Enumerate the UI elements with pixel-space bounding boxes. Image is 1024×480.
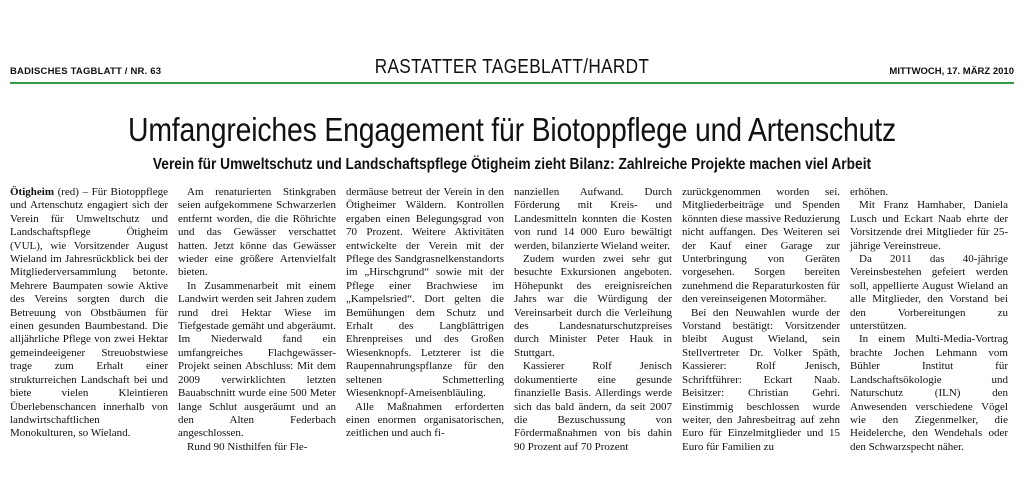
- article-column-4: [514, 186, 672, 454]
- article-column-5: [682, 186, 840, 454]
- article-paragraph: nanziellen Aufwand. Durch Förderung mit Kreis- und Landesmitteln konnten die Kosten von rund 14 000 Euro bewältigt werden, bilanzierte Wieland weiter.: [514, 186, 672, 252]
- article-paragraph: Bei den Neuwahlen wurde der Vorstand bestätigt: Vorsitzender bleibt August Wieland, sein Stellvertreter Dr. Volker Späth, Kassierer: Rolf Jenisch, Schriftführer: Eckart Naab. Beisitzer: Christian Gehri. Einstimmig beschlossen wurde weiter, den Jahresbeitrag auf zehn Euro für Einzelmitglieder und 15 Euro für Familien zu: [682, 306, 840, 453]
- article-paragraph: Da 2011 das 40-jährige Vereinsbestehen gefeiert werden soll, appellierte August Wieland an alle Mitglieder, den Vorstand bei den Vorbereitungen zu unterstützen.: [850, 253, 1008, 333]
- article-paragraph: In Zusammenarbeit mit einem Landwirt werden seit Jahren zudem rund drei Hektar Wiese im Tiefgestade gemäht und abgeräumt. Im Niederwald fand ein umfangreiches Flachgewässer-Projekt seinen Abschluss: Mit dem 2009 verwirklichten letzten Bauabschnitt wurde eine 500 Meter lange Schlut ausgeräumt und an den Alten Federbach angeschlossen.: [178, 279, 336, 440]
- article-column-1: [10, 186, 168, 441]
- article-column-3: [346, 186, 504, 441]
- article-paragraph: Mit Franz Hamhaber, Daniela Lusch und Eckart Naab ehrte der Vorsitzende drei Mitglieder für 25-jährige Vereinstreue.: [850, 199, 1008, 252]
- masthead-issue: BADISCHES TAGBLATT / NR. 63: [10, 66, 162, 77]
- article-paragraph: zurückgenommen worden sei. Mitgliederbeiträge und Spenden könnten diese massive Reduzierung nicht auffangen. Des Weiteren sei der Kauf einer Garage zur Unterbringung von Geräten vorgesehen. Sorgen bereiten zunehmend die Reparaturkosten für den vereinseigenen Motormäher.: [682, 186, 840, 306]
- masthead-section-title: RASTATTER TAGEBLATT/HARDT: [374, 56, 650, 78]
- article-column-6: [850, 186, 1008, 454]
- article-paragraph: [10, 186, 168, 441]
- article-body: [10, 186, 1014, 478]
- article-paragraph-text: (red) – Für Biotoppflege und Artenschutz engagiert sich der Verein für Umweltschutz und Landschaftspflege Ötigheim (VUL), wie Vorsitzender August Wieland im Jahresrückblick bei der Mitgliederversammlung betonte. Mehrere Baumpaten sowie Aktive des Vereins sorgten durch die Betreuung von Obstbäumen für einen gesunden Baumbestand. Die alljährliche Pflege von zwei Hektar gemeindeeigener Streuobstwiese trage zum Erhalt einer strukturreichen Landschaft bei und biete vielen Kleintieren Überlebenschancen innerhalb von landwirtschaftlichen Monokulturen, so Wieland.: [10, 186, 168, 440]
- masthead-date: MITTWOCH, 17. MÄRZ 2010: [889, 66, 1014, 77]
- masthead: [10, 56, 1014, 82]
- article-paragraph: dermäuse betreut der Verein in den Ötigheimer Wäldern. Kontrollen ergaben einen Belegungsgrad von 70 Prozent. Weitere Aktivitäten entwickelte der Verein mit der Pflege des Sandgrasnelkenstandorts im „Hirschgrund“ sowie mit der Pflege einer Brachwiese im „Kampelsried“. Dort gelten die Bemühungen dem Schutz und Erhalt des Langblättrigen Ehrenpreises und des Großen Wiesenknopfs. Letzterer ist die Raupennahrungspflanze für den seltenen Schmetterling Wiesenknopf-Ameisenbläuling.: [346, 186, 504, 400]
- article-paragraph: In einem Multi-Media-Vortrag brachte Jochen Lehmann vom Bühler Institut für Landschaftsökologie und Naturschutz (ILN) den Anwesenden verschiedene Vögel wie den Ziegenmelker, die Heidelerche, den Wendehals oder den Schwarzspecht näher.: [850, 333, 1008, 453]
- article-dateline: Ötigheim: [10, 186, 54, 198]
- article-subhead: Verein für Umweltschutz und Landschaftspflege Ötigheim zieht Bilanz: Zahlreiche Projekte machen viel Arbeit: [152, 156, 872, 173]
- article-paragraph: Alle Maßnahmen erforderten einen enormen organisatorischen, zeitlichen und auch fi-: [346, 400, 504, 440]
- article-paragraph: Kassierer Rolf Jenisch dokumentierte eine gesunde finanzielle Basis. Allerdings werde sich das bald ändern, da seit 2007 die Bezuschussung von Fördermaßnahmen von bis dahin 90 Prozent auf 70 Prozent: [514, 360, 672, 453]
- article-paragraph: Am renaturierten Stinkgraben seien aufgekommene Schwarzerlen entfernt worden, die die Röhrichte und das Gewässer verschattet hatten. Jetzt könne das Gewässer wieder eine größere Artenvielfalt bieten.: [178, 186, 336, 279]
- article-headline: Umfangreiches Engagement für Biotoppflege und Artenschutz: [128, 111, 896, 148]
- article-paragraph: erhöhen.: [850, 186, 889, 198]
- article-paragraph: Rund 90 Nisthilfen für Fle-: [187, 440, 308, 453]
- masthead-rule: [10, 82, 1014, 84]
- article-paragraph: Zudem wurden zwei sehr gut besuchte Exkursionen angeboten. Höhepunkt des ereignisreichen Jahrs war die Würdigung der Vereinsarbeit durch die Verleihung des Landesnaturschutzpreises durch Minister Peter Hauk in Stuttgart.: [514, 253, 672, 359]
- article-column-2: [178, 186, 336, 454]
